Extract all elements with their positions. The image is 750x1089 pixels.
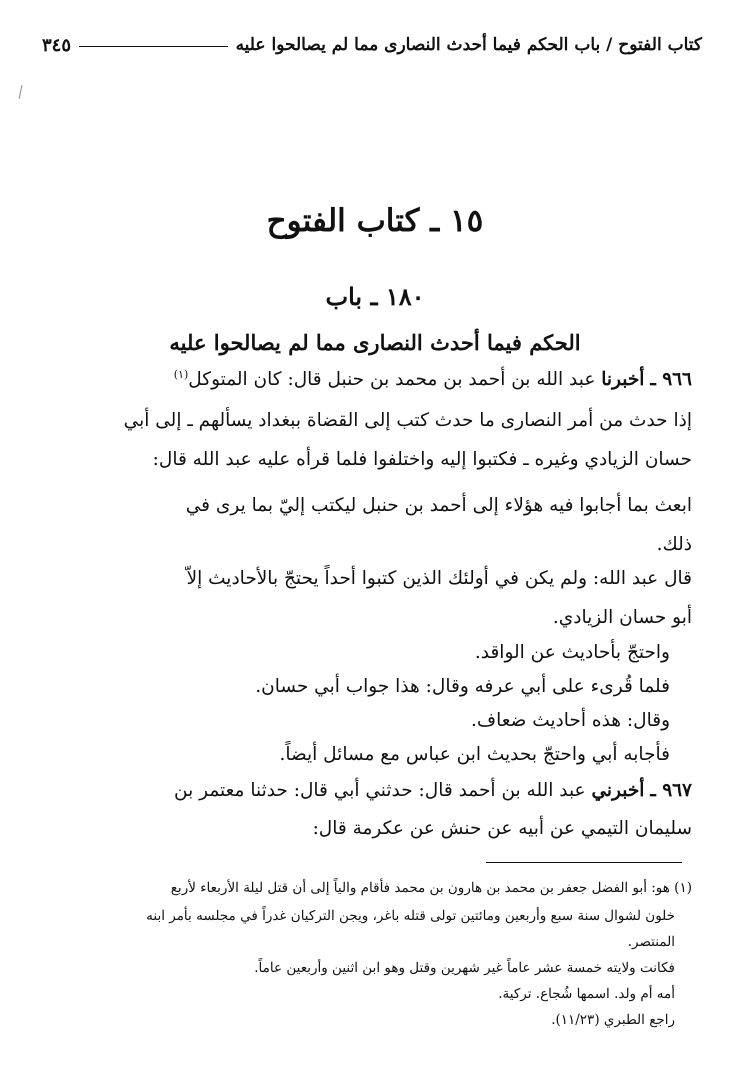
body-line-10: وقال: هذه أحاديث ضعاف. xyxy=(471,710,670,731)
bab-title: ١٨٠ ـ باب xyxy=(325,282,425,311)
footnote-line-3: المنتصر. xyxy=(627,934,675,950)
hadith-number: ٩٦٧ ـ xyxy=(650,780,692,801)
footnote-line-5: أمه أم ولد. اسمها شُجاع. تركية. xyxy=(498,986,675,1002)
narration-keyword: أخبرني xyxy=(591,780,645,801)
body-line-9: فلما قُرىء على أبي عرفه وقال: هذا جواب أبي حسان. xyxy=(255,676,670,697)
body-line-7: أبو حسان الزيادي. xyxy=(552,607,692,628)
running-header xyxy=(42,30,702,60)
footnote-line-4: فكانت ولايته خمسة عشر عاماً غير شهرين وقتل وهو ابن اثنين وأربعين عاماً. xyxy=(254,960,675,976)
header-rule xyxy=(79,46,228,47)
body-line-8: واحتجّ بأحاديث عن الواقد. xyxy=(474,642,670,663)
body-line-12 xyxy=(174,780,692,801)
page-number: ٣٤٥ xyxy=(42,34,72,56)
section-title: الحكم فيما أحدث النصارى مما لم يصالحوا عليه xyxy=(169,330,581,355)
hadith-number: ٩٦٦ ـ xyxy=(650,369,692,391)
body-line-6: قال عبد الله: ولم يكن في أولئك الذين كتبوا أحداً يحتجّ بالأحاديث إلاّ xyxy=(186,568,692,589)
running-header-title: كتاب الفتوح / باب الحكم فيما أحدث النصارى مما لم يصالحوا عليه xyxy=(235,35,702,55)
footnote-ref: (١) xyxy=(173,368,189,381)
body-line-3: حسان الزيادي وغيره ـ فكتبوا إليه واختلفوا فلما قرأه عليه عبد الله قال: xyxy=(152,449,692,470)
footnote-line-2: خلون لشوال سنة سبع وأربعين ومائتين تولى قتله باغر، ويجن التركيان غدراً في مجلسه بأمر ابنه xyxy=(146,908,675,924)
body-line-4: ابعث بما أجابوا فيه هؤلاء إلى أحمد بن حنبل ليكتب إليّ بما يرى في xyxy=(185,495,692,516)
footnote-line-6: راجع الطبري (١١/٢٣). xyxy=(551,1012,675,1028)
footnote-line-1: (١) هو: أبو الفضل جعفر بن محمد بن هارون بن محمد فأقام والياً إلى أن قتل ليلة الأربعاء لأربع xyxy=(170,880,692,896)
scan-mark xyxy=(19,85,23,99)
body-line-5: ذلك. xyxy=(656,534,692,555)
footnote-separator xyxy=(486,862,682,863)
body-line-13: سليمان التيمي عن أبيه عن حنش عن عكرمة قال: xyxy=(312,818,692,839)
body-line-11: فأجابه أبي واحتجّ بحديث ابن عباس مع مسائل أيضاً. xyxy=(279,744,670,765)
body-text: عبد الله بن أحمد بن محمد بن حنبل قال: كان المتوكل xyxy=(188,369,596,391)
body-text: عبد الله بن أحمد قال: حدثني أبي قال: حدثنا معتمر بن xyxy=(174,780,586,801)
body-line-1 xyxy=(174,368,692,390)
chapter-title: ١٥ ـ كتاب الفتوح xyxy=(266,203,484,239)
body-line-2: إذا حدث من أمر النصارى ما حدث كتب إلى القضاة ببغداد يسألهم ـ إلى أبي xyxy=(123,410,692,431)
narration-keyword: أخبرنا xyxy=(601,369,645,391)
